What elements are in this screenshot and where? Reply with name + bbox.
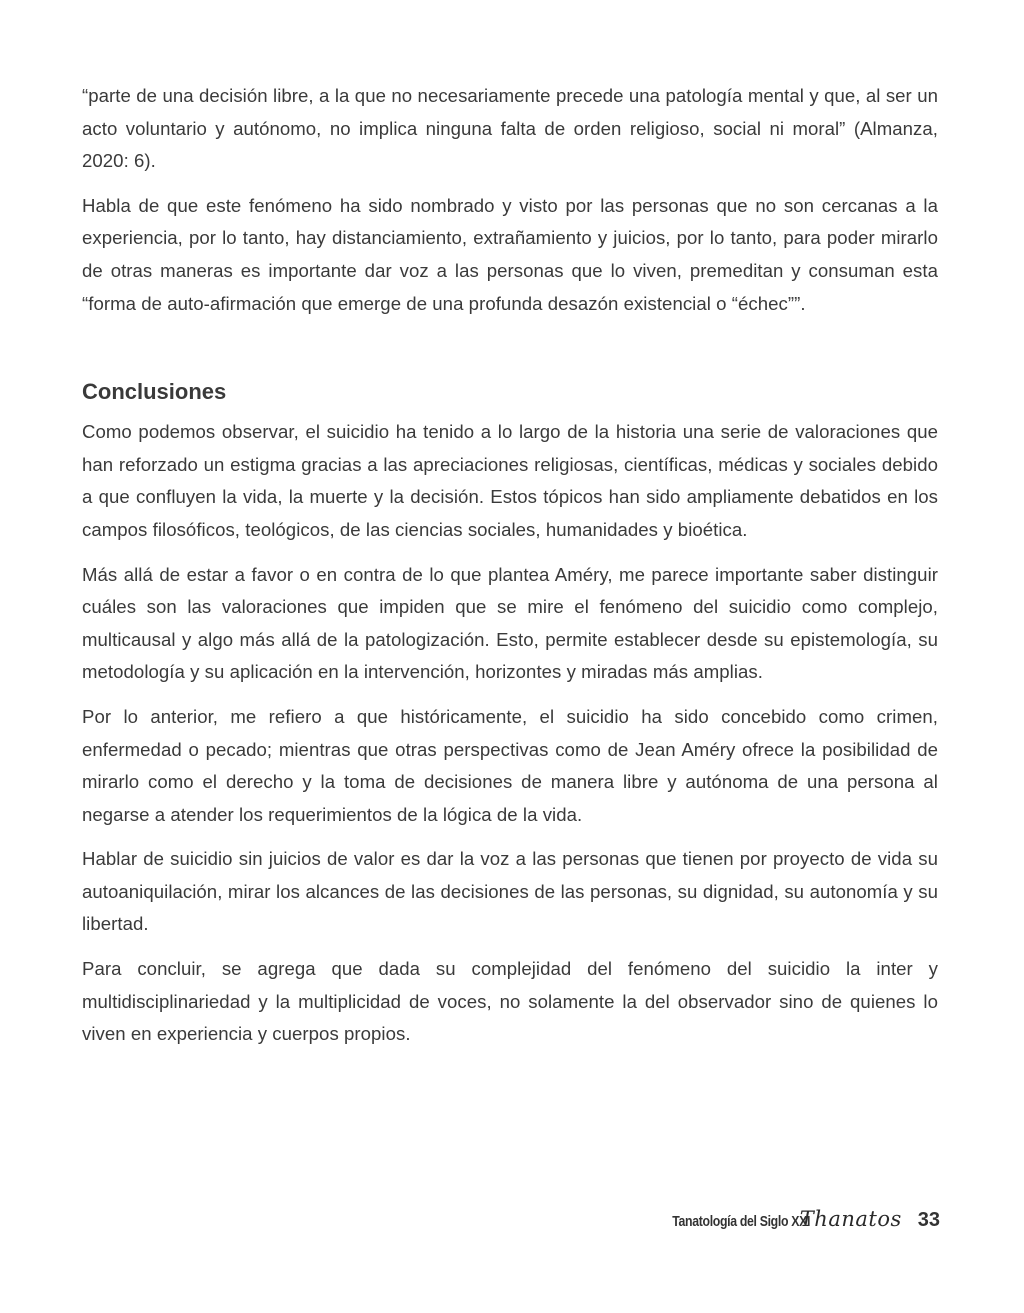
paragraph-conclusion-1: Como podemos observar, el suicidio ha tenido a lo largo de la historia una serie de valoraciones que han reforzado un estigma gracias a las apreciaciones religiosas, científicas, médicas y sociales debido a que confluyen la vida, la muerte y la decisión. Estos tópicos han sido ampliamente debatidos en los campos filosóficos, teológicos, de las ciencias sociales, humanidades y bioética. — [82, 421, 938, 540]
page-footer — [642, 1207, 940, 1232]
paragraph-conclusion-2: Más allá de estar a favor o en contra de lo que plantea Améry, me parece importante saber distinguir cuáles son las valoraciones que impiden que se mire el fenómeno del suicidio como complejo, multicausal y algo más allá de la patologización. Esto, permite establecer desde su epistemología, su metodología y su aplicación en la intervención, horizontes y miradas más amplias. — [82, 563, 938, 683]
paragraph-conclusion-3: Por lo anterior, me refiero a que históricamente, el suicidio ha sido concebido como crimen, enfermedad o pecado; mientras que otras perspectivas como de Jean Améry ofrece la posibilidad de mirarlo como el derecho y la toma de decisiones de manera libre y autónoma de una persona al negarse a atender los requerimientos de la lógica de la vida. — [82, 705, 938, 825]
paragraph-quote-continuation: “parte de una decisión libre, a la que no necesariamente precede una patología mental y que, al ser un acto voluntario y autónomo, no implica ninguna falta de orden religioso, social ni moral” (Almanza, 2020: 6). — [82, 85, 938, 172]
paragraph-conclusion-5: Para concluir, se agrega que dada su complejidad del fenómeno del suicidio la inter y multidisciplinariedad y la multiplicidad de voces, no solamente la del observador sino de quienes lo viven en experiencia y cuerpos propios. — [82, 958, 938, 1045]
thanatos-logo: Thanatos — [799, 1207, 902, 1231]
paragraph-phenomenon: Habla de que este fenómeno ha sido nombrado y visto por las personas que no son cercanas a la experiencia, por lo tanto, hay distanciamiento, extrañamiento y juicios, por lo tanto, para poder mirarlo de otras maneras es importante dar voz a las personas que lo viven, premeditan y consuman esta “forma de auto-afirmación que emerge de una profunda desazón existencial o “échec””. — [82, 194, 938, 314]
section-heading-conclusiones: Conclusiones — [82, 379, 227, 405]
page-number: 33 — [917, 1209, 940, 1231]
page-body — [82, 80, 938, 1051]
paragraph-conclusion-4: Hablar de suicidio sin juicios de valor es dar la voz a las personas que tienen por proyecto de vida su autoaniquilación, mirar los alcances de las decisiones de las personas, su dignidad, su autonomía y su libertad. — [82, 848, 938, 935]
journal-name: Tanatología del Siglo XXI — [671, 1213, 810, 1230]
